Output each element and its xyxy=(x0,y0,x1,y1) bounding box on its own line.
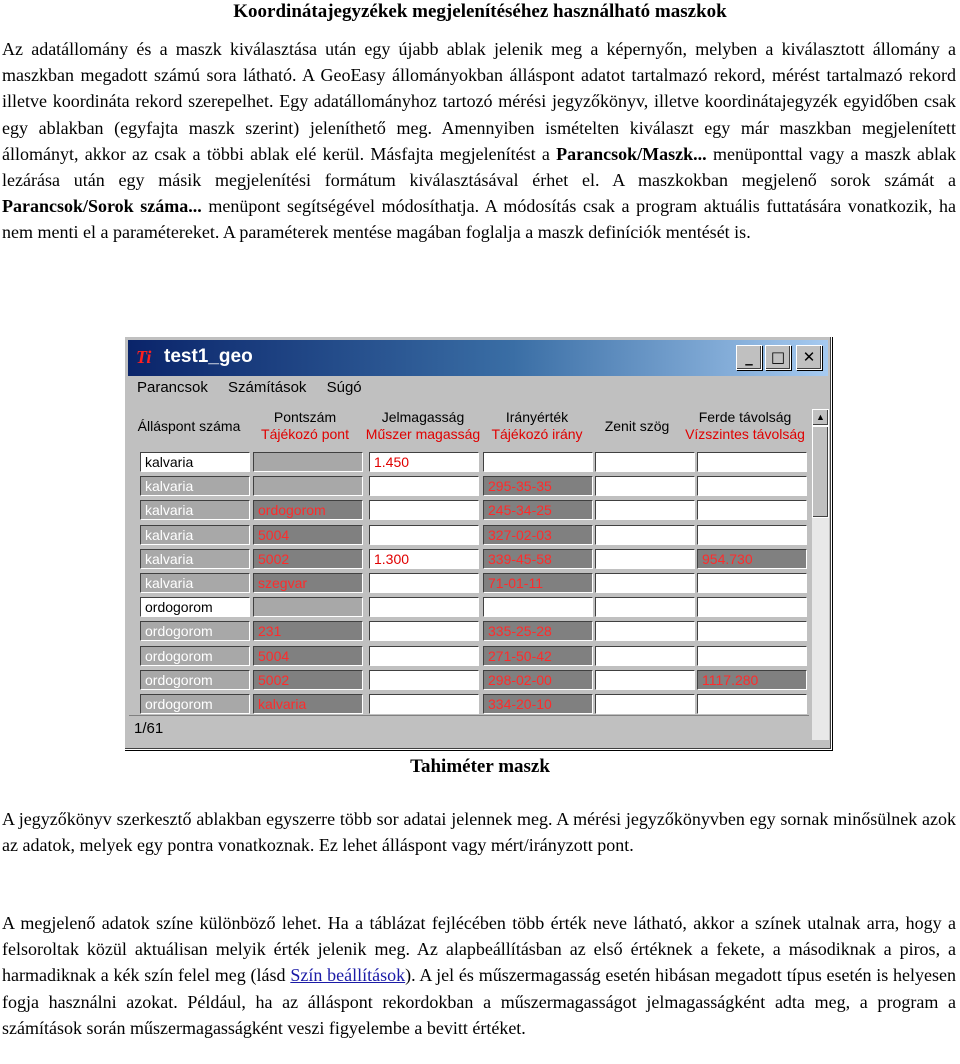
header-iranyertek: Irányérték Tájékozó irány xyxy=(491,409,583,442)
grid-cell[interactable]: 335-25-28 xyxy=(483,621,593,641)
grid-cell[interactable]: kalvaria xyxy=(140,452,250,472)
grid-cell[interactable] xyxy=(697,573,807,593)
grid-cell[interactable] xyxy=(483,597,593,617)
grid-cell[interactable] xyxy=(369,573,479,593)
grid-cell[interactable]: 339-45-58 xyxy=(483,549,593,569)
close-button[interactable]: ✕ xyxy=(796,345,822,370)
grid-cell[interactable]: ordogorom xyxy=(140,597,250,617)
grid-cell[interactable]: kalvaria xyxy=(140,500,250,520)
figure-caption: Tahiméter maszk xyxy=(410,756,550,777)
geoeasy-window xyxy=(124,336,832,750)
grid-cell[interactable] xyxy=(253,452,363,472)
grid-cell[interactable] xyxy=(595,694,695,714)
scroll-thumb[interactable] xyxy=(812,426,829,518)
menu-parancsok[interactable]: Parancsok xyxy=(137,379,208,396)
grid-cell[interactable] xyxy=(697,476,807,496)
grid-cell[interactable] xyxy=(369,525,479,545)
grid-cell[interactable]: ordogorom xyxy=(140,694,250,714)
grid-cell[interactable]: 1117.280 xyxy=(697,670,807,690)
header-tavolsag: Ferde távolság Vízszintes távolság xyxy=(685,409,805,442)
grid-cell[interactable]: ordogorom xyxy=(253,500,363,520)
window-titlebar[interactable] xyxy=(128,340,828,376)
para3-text-2: ). A jel és műszermagasság esetén hibásan megadott típus esetén is helyesen fogja használni azokat. Például, ha az álláspont rekordokban a műszermagasságot jelmagasságként adta meg, a program a számítások során műszermagasságként veszi figyelembe a bevitt értéket. xyxy=(2,965,956,1038)
szin-beallitasok-link[interactable]: Szín beállítások xyxy=(290,965,406,986)
grid-cell[interactable] xyxy=(369,597,479,617)
grid-cell[interactable] xyxy=(595,549,695,569)
grid-cell[interactable]: kalvaria xyxy=(140,525,250,545)
grid-cell[interactable]: kalvaria xyxy=(253,694,363,714)
grid-cell[interactable] xyxy=(595,525,695,545)
grid-cell[interactable]: kalvaria xyxy=(140,573,250,593)
grid-cell[interactable] xyxy=(369,694,479,714)
header-zenit: Zenit szög xyxy=(604,418,670,434)
grid-cell[interactable]: 5004 xyxy=(253,646,363,666)
grid-cell[interactable] xyxy=(595,621,695,641)
grid-cell[interactable]: 245-34-25 xyxy=(483,500,593,520)
paragraph-2: A jegyzőkönyv szerkesztő ablakban egyszerre több sor adatai jelennek meg. A mérési jegyzőkönyvben egy sornak minősülnek azok az adatok, melyek egy pontra vonatkoznak. Ez lehet álláspont vagy mért/irányzott pont. xyxy=(2,809,956,856)
grid-cell[interactable] xyxy=(369,476,479,496)
grid-cell[interactable]: kalvaria xyxy=(140,549,250,569)
intro-text-1: Az adatállomány és a maszk kiválasztása után egy újabb ablak jelenik meg a képernyőn, melyben a kiválasztott állomány a maszkban megadott számú sora látható. A GeoEasy állományokban álláspont adatot tartalmazó rekord, mérést tartalmazó rekord illetve koordináta rekord szerepelhet. Egy adatállományhoz tartozó mérési jegyzőkönyv, illetve koordinátajegyzék egyidőben csak egy ablakban (egyfajta maszk szerint) jeleníthető meg. Amennyiben ismételten kiválaszt egy már maszkban megjelenített állományt, akkor az csak a többi ablak elé kerül. Másfajta megjelenítést a xyxy=(2,39,956,164)
grid-cell[interactable] xyxy=(369,670,479,690)
grid-cell[interactable] xyxy=(595,597,695,617)
status-record-counter: 1/61 xyxy=(134,720,164,737)
grid-cell[interactable] xyxy=(483,452,593,472)
header-allaspont: Álláspont száma xyxy=(137,418,241,434)
grid-cell[interactable]: 71-01-11 xyxy=(483,573,593,593)
grid-cell[interactable] xyxy=(697,694,807,714)
intro-text-3: menüpont segítségével módosíthatja. A módosítás csak a program aktuális futtatására vonatkozik, ha nem menti el a paramétereket. A paraméterek mentése magában foglalja a maszk definíciók mentését is. xyxy=(2,196,956,243)
grid-cell[interactable]: 5002 xyxy=(253,670,363,690)
menu-bar xyxy=(131,379,378,401)
grid-cell[interactable] xyxy=(369,500,479,520)
grid-cell[interactable] xyxy=(253,476,363,496)
grid-cell[interactable]: 1.450 xyxy=(369,452,479,472)
grid-cell[interactable] xyxy=(595,670,695,690)
grid-cell[interactable] xyxy=(697,500,807,520)
grid-cell[interactable]: ordogorom xyxy=(140,621,250,641)
grid-cell[interactable] xyxy=(595,646,695,666)
grid-cell[interactable]: ordogorom xyxy=(140,670,250,690)
grid-cell[interactable]: 295-35-35 xyxy=(483,476,593,496)
grid-cell[interactable]: szegvar xyxy=(253,573,363,593)
scroll-up-icon[interactable]: ▲ xyxy=(812,409,829,426)
grid-cell[interactable] xyxy=(697,525,807,545)
grid-cell[interactable]: 954.730 xyxy=(697,549,807,569)
grid-cell[interactable] xyxy=(697,646,807,666)
grid-cell[interactable]: 231 xyxy=(253,621,363,641)
grid-cell[interactable]: 5004 xyxy=(253,525,363,545)
grid-cell[interactable]: 1.300 xyxy=(369,549,479,569)
app-icon: Ti xyxy=(136,347,152,367)
grid-cell[interactable] xyxy=(697,621,807,641)
intro-text-2: menüponttal vagy a maszk ablak lezárása után egy másik megjelenítési formátum kiválasztásával érhet el. A maszkokban megjelenő sorok számát a xyxy=(2,143,956,191)
header-jelmagassag: Jelmagasság Műszer magasság xyxy=(365,409,481,442)
grid-cell[interactable] xyxy=(595,573,695,593)
grid-cell[interactable]: 5002 xyxy=(253,549,363,569)
grid-cell[interactable]: 271-50-42 xyxy=(483,646,593,666)
menu-szamitasok[interactable]: Számítások xyxy=(228,379,307,396)
grid-cell[interactable] xyxy=(595,452,695,472)
grid-cell[interactable] xyxy=(595,476,695,496)
grid-cell[interactable] xyxy=(697,597,807,617)
grid-cell[interactable]: 334-20-10 xyxy=(483,694,593,714)
status-divider xyxy=(129,715,809,716)
grid-cell[interactable]: kalvaria xyxy=(140,476,250,496)
grid-cell[interactable] xyxy=(697,452,807,472)
grid-cell[interactable]: 298-02-00 xyxy=(483,670,593,690)
vertical-scrollbar[interactable] xyxy=(812,409,829,740)
grid-cell[interactable]: 327-02-03 xyxy=(483,525,593,545)
menu-ref-maszk: Parancsok/Maszk... xyxy=(556,143,707,164)
grid-cell[interactable] xyxy=(369,621,479,641)
intro-paragraph xyxy=(2,36,956,246)
page-title: Koordinátajegyzékek megjelenítéséhez használható maszkok xyxy=(233,1,727,22)
grid-cell[interactable] xyxy=(595,500,695,520)
header-pontszam: Pontszám Tájékozó pont xyxy=(261,409,349,442)
grid-cell[interactable]: ordogorom xyxy=(140,646,250,666)
menu-sugo[interactable]: Súgó xyxy=(326,379,362,396)
grid-cell[interactable] xyxy=(253,597,363,617)
menu-ref-sorok: Parancsok/Sorok száma... xyxy=(2,196,202,217)
paragraph-3 xyxy=(2,910,956,1041)
minimize-button[interactable]: _ xyxy=(736,345,762,370)
grid-cell[interactable] xyxy=(369,646,479,666)
maximize-button[interactable]: □ xyxy=(765,345,791,370)
window-title: test1_geo xyxy=(164,346,253,367)
para3-text-1: A megjelenő adatok színe különböző lehet. Ha a táblázat fejlécében több érték neve látható, akkor a színek utalnak arra, hogy a felsoroltak közül aktuálisan melyik érték jelenik meg. Az alapbeállításban az első értéknek a fekete, a másodiknak a piros, a harmadiknak a kék szín felel meg (lásd xyxy=(2,913,956,986)
